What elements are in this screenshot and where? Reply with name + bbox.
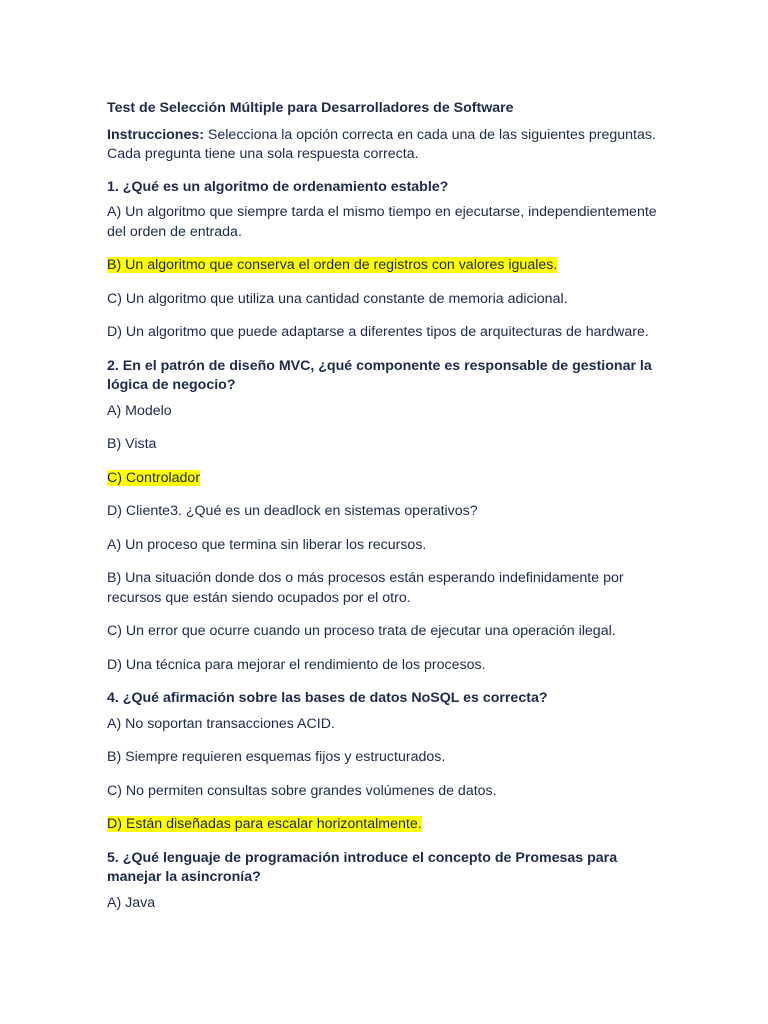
- document-page: [107, 99, 667, 927]
- answer-option-text: B) Una situación donde dos o más procesos están esperando indefinidamente por recursos que están siendo ocupados por el otro.: [107, 570, 624, 606]
- answer-option: [107, 435, 667, 455]
- answer-option: [107, 323, 667, 343]
- answer-option: [107, 782, 667, 802]
- answer-option-text: A) Modelo: [107, 402, 172, 419]
- answer-option-text: D) Un algoritmo que puede adaptarse a diferentes tipos de arquitecturas de hardware.: [107, 324, 649, 340]
- answer-option-text: D) Están diseñadas para escalar horizontalmente.: [107, 816, 422, 832]
- answer-option: [107, 502, 667, 522]
- highlighted-answer-option: [107, 469, 667, 489]
- answer-option-text: A) Un algoritmo que siempre tarda el mismo tiempo en ejecutarse, independientemente del orden de entrada.: [107, 204, 657, 240]
- answer-option-text: D) Cliente3. ¿Qué es un deadlock en sistemas operativos?: [107, 503, 478, 519]
- answer-option: [107, 536, 667, 556]
- answer-option: [107, 715, 667, 735]
- highlighted-answer-option: [107, 815, 667, 835]
- instructions-paragraph: [107, 126, 667, 165]
- instructions-label: Instrucciones:: [107, 126, 204, 143]
- questions-list: [107, 178, 667, 914]
- answer-option-text: A) Java: [107, 894, 156, 911]
- question-3: 4. ¿Qué afirmación sobre las bases de datos NoSQL es correcta?: [107, 690, 548, 706]
- answer-option: [107, 748, 667, 768]
- answer-option-text: A) Un proceso que termina sin liberar los recursos.: [107, 536, 427, 553]
- answer-option: [107, 894, 667, 914]
- answer-option: [107, 569, 667, 608]
- answer-option-text: C) Un error que ocurre cuando un proceso trata de ejecutar una operación ilegal.: [107, 623, 616, 639]
- answer-option: [107, 622, 667, 642]
- answer-option-text: D) Una técnica para mejorar el rendimiento de los procesos.: [107, 656, 486, 673]
- question-1: 1. ¿Qué es un algoritmo de ordenamiento estable?: [107, 178, 449, 195]
- answer-option: [107, 203, 667, 242]
- question-4: 5. ¿Qué lenguaje de programación introduce el concepto de Promesas para manejar la asincronía?: [107, 849, 618, 885]
- question-2: 2. En el patrón de diseño MVC, ¿qué componente es responsable de gestionar la lógica de negocio?: [107, 357, 652, 393]
- instructions-text: Selecciona la opción correcta en cada una de las siguientes preguntas. Cada pregunta tiene una sola respuesta correcta.: [107, 126, 656, 162]
- answer-option-text: C) No permiten consultas sobre grandes volúmenes de datos.: [107, 782, 497, 799]
- answer-option-text: A) No soportan transacciones ACID.: [107, 715, 335, 732]
- highlighted-answer-option: [107, 256, 667, 276]
- answer-option-text: B) Siempre requieren esquemas fijos y estructurados.: [107, 749, 446, 765]
- answer-option-text: C) Controlador: [107, 469, 201, 486]
- document-title: Test de Selección Múltiple para Desarrolladores de Software: [107, 100, 514, 116]
- answer-option: [107, 402, 667, 422]
- answer-option-text: B) Vista: [107, 436, 157, 452]
- answer-option-text: B) Un algoritmo que conserva el orden de registros con valores iguales.: [107, 257, 558, 273]
- answer-option: [107, 290, 667, 310]
- answer-option: [107, 656, 667, 676]
- answer-option-text: C) Un algoritmo que utiliza una cantidad constante de memoria adicional.: [107, 290, 568, 307]
